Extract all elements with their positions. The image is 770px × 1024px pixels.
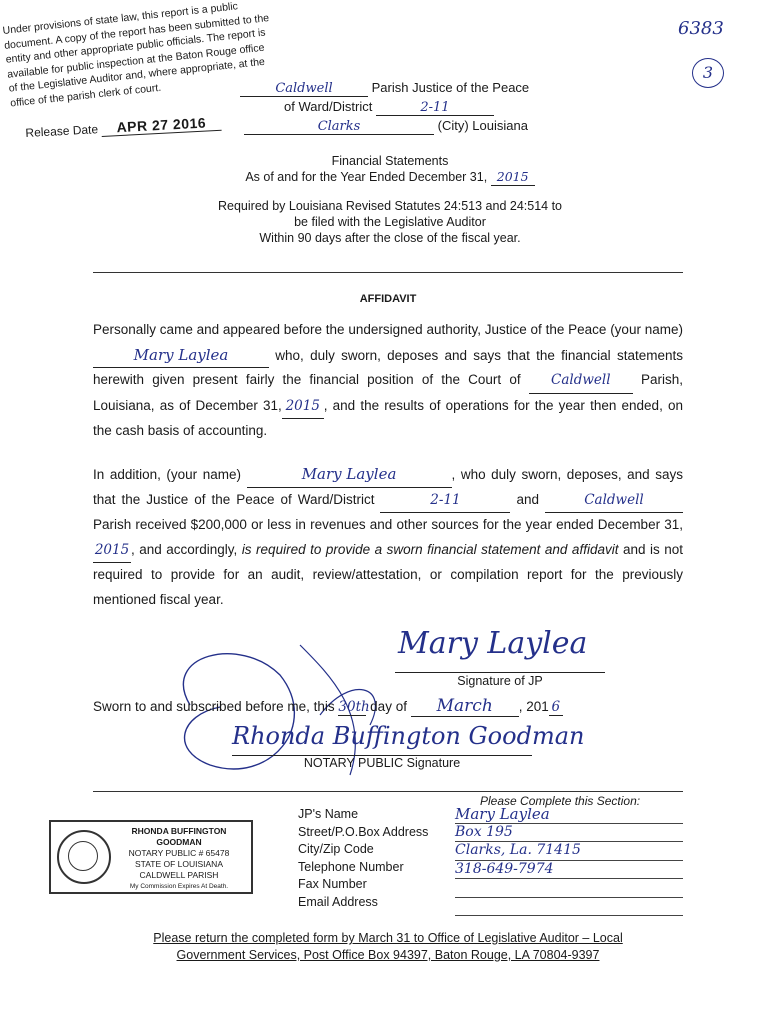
affidavit-paragraph-1: Personally came and appeared before the undersigned authority, Justice of the Peace (your name) Mary Laylea who, duly sworn, deposes and says that the financial statements herewith given present fairly the financial position of the Court of Caldwell Parish, Louisiana, as of December 31, 2015 , and the results of operations for the year then ended, on the cash basis of accounting.: [93, 322, 683, 438]
day-fill[interactable]: 30th: [338, 699, 370, 715]
return-instructions: [100, 930, 676, 964]
parish-fill[interactable]: Caldwell: [240, 81, 368, 97]
statement-line1: Financial Statements: [331, 154, 449, 168]
city-line: [244, 118, 528, 135]
ward-label: of Ward/District: [284, 99, 373, 114]
req-line3: Within 90 days after the close of the fiscal year.: [259, 231, 521, 245]
p2-ward-fill[interactable]: 2-11: [380, 488, 510, 514]
form-labels: [298, 806, 428, 911]
ward-line: [284, 99, 494, 116]
statement-year[interactable]: 2015: [491, 169, 535, 186]
statement-line2: As of and for the Year Ended December 31, 2015: [60, 169, 720, 186]
requirement-text: [60, 198, 720, 246]
form-fields: [455, 805, 683, 916]
release-date-label: Release Date: [25, 122, 99, 140]
req-line1: Required by Louisiana Revised Statutes 24:513 and 24:514 to: [218, 199, 562, 213]
release-date: [25, 114, 222, 141]
city-label: (City) Louisiana: [437, 118, 528, 133]
label-city-zip: City/Zip Code: [298, 842, 374, 856]
notary-stamp-text: RHONDA BUFFINGTON GOODMAN NOTARY PUBLIC # 65478 STATE OF LOUISIANA CALDWELL PARISH My Commission Expires At Death.: [128, 826, 230, 890]
p1-court-fill[interactable]: Caldwell: [529, 368, 633, 394]
statement-title: [60, 153, 720, 186]
form-heading: Please Complete this Section:: [480, 794, 641, 808]
notary-signature-label: NOTARY PUBLIC Signature: [232, 755, 532, 770]
parish-label: Parish Justice of the Peace: [371, 80, 530, 95]
email-field[interactable]: [455, 898, 683, 917]
p2-italic-clause: is required to provide a sworn financial statement and affidavit: [241, 541, 619, 557]
label-fax: Fax Number: [298, 877, 367, 891]
label-address: Street/P.O.Box Address: [298, 824, 429, 839]
divider-top: [93, 272, 683, 273]
city-zip-field[interactable]: Clarks, La. 71415: [455, 842, 683, 861]
public-notice-stamp: Under provisions of state law, this report is a public document. A copy of the report has been submitted to the entity and other appropriate public officials. The report is available for public inspection at the Baton Rouge office of the Legislative Auditor and, where appropriate, at the office of the parish clerk of court.: [2, 0, 270, 110]
parish-line: [240, 80, 529, 97]
footer-line1: Please return the completed form by March 31 to Office of Legislative Auditor – Local: [153, 931, 623, 945]
p2-parish-fill[interactable]: Caldwell: [545, 488, 683, 514]
ward-fill[interactable]: 2-11: [376, 100, 494, 116]
sworn-line: Sworn to and subscribed before me, this 30th day of March , 201 6: [93, 696, 563, 717]
p1-name-fill[interactable]: Mary Laylea: [93, 343, 269, 369]
label-email: Email Address: [298, 894, 378, 909]
jp-name-field[interactable]: Mary Laylea: [455, 805, 683, 824]
label-telephone: Telephone Number: [298, 859, 404, 874]
city-fill[interactable]: Clarks: [244, 119, 434, 135]
margin-number: 6383: [678, 18, 724, 39]
divider-bottom: [93, 791, 683, 792]
label-jp-name: JP's Name: [298, 807, 359, 821]
p2-name-fill[interactable]: Mary Laylea: [247, 462, 452, 488]
telephone-field[interactable]: 318-649-7974: [455, 861, 683, 880]
jp-signature-label: Signature of JP: [395, 672, 605, 688]
affidavit-paragraph-2: In addition, (your name) Mary Laylea , who duly sworn, deposes, and says that the Justice of the Peace of Ward/District 2-11 and Caldwell Parish received $200,000 or less in revenues and other sources for the year ended December 31, 2015 , and accordingly, is required to provide a sworn financial statement and affidavit and is not required to provide for an audit, review/attestation, or compilation report for the previously mentioned fiscal year.: [93, 462, 683, 612]
p1-year-fill[interactable]: 2015: [282, 394, 324, 420]
month-fill[interactable]: March: [411, 696, 519, 717]
notary-signature: Rhonda Buffington Goodman: [232, 722, 585, 750]
footer-line2: Government Services, Post Office Box 94397, Baton Rouge, LA 70804-9397: [176, 948, 600, 962]
address-field[interactable]: Box 195: [455, 824, 683, 843]
req-line2: be filed with the Legislative Auditor: [294, 215, 486, 229]
jp-signature: Mary Laylea: [398, 626, 588, 661]
p2-year-fill[interactable]: 2015: [93, 538, 131, 564]
release-date-value: APR 27 2016: [101, 114, 222, 137]
circled-number-text: 3: [702, 63, 714, 82]
fax-field[interactable]: [455, 879, 683, 898]
affidavit-title: AFFIDAVIT: [359, 293, 417, 305]
notary-stamp: [49, 820, 253, 894]
circled-number: [692, 58, 724, 88]
state-seal-icon: [57, 830, 111, 884]
year-fill[interactable]: 6: [549, 699, 563, 716]
